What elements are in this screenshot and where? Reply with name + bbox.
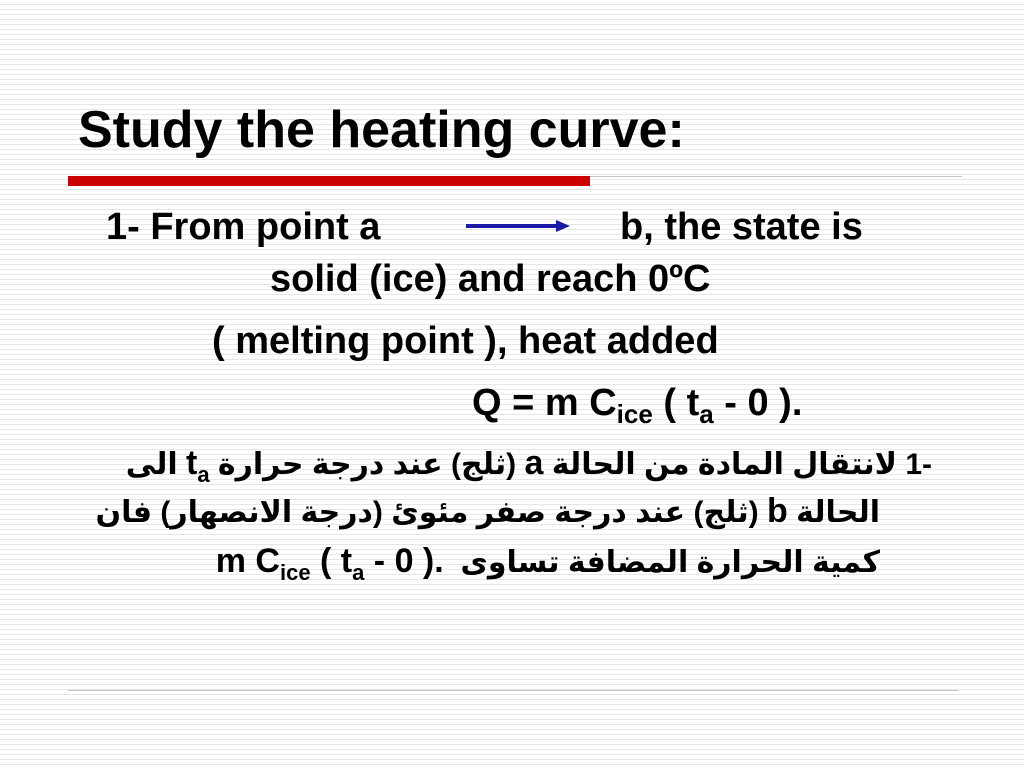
- equation-end: - 0 ).: [713, 382, 803, 424]
- point1-suffix: b, the state is: [620, 206, 863, 248]
- arabic-point-b: b: [766, 492, 788, 530]
- arabic-text-2a: الحالة: [796, 496, 880, 529]
- equation-sub-ice: ice: [616, 399, 653, 429]
- arabic-ta: [185, 444, 210, 487]
- title-underline-red: [68, 176, 590, 186]
- title-underline-thin: [590, 176, 962, 177]
- point1-line2: solid (ice) and reach 0ºC: [270, 258, 711, 300]
- arabic-line-1: [125, 444, 932, 487]
- slide-title: Study the heating curve:: [78, 101, 685, 159]
- arabic-text-2b: (ثلج) عند درجة صفر مئوئ (درجة الانصهار) فان: [95, 496, 759, 529]
- arabic-text-1b: (ثلج) عند درجة حرارة: [217, 448, 517, 481]
- arabic-eq-m: m C: [215, 542, 280, 580]
- arabic-eq-sub-a: a: [352, 560, 365, 585]
- equation-q: Q = m C: [472, 382, 617, 424]
- arrow-right-icon: [466, 218, 572, 234]
- equation-mid: ( t: [652, 382, 700, 424]
- footer-rule: [68, 690, 958, 691]
- arabic-text-1c: الى: [125, 448, 178, 481]
- arabic-point-a: a: [524, 444, 544, 482]
- arabic-line-3: [215, 542, 880, 585]
- arabic-text-1a: لانتقال المادة من الحالة: [551, 448, 897, 481]
- arabic-t: t: [185, 444, 198, 482]
- arabic-t-sub: a: [197, 462, 210, 487]
- equation-sub-a: a: [699, 399, 714, 429]
- point1-line3: ( melting point ), heat added: [212, 320, 719, 362]
- arabic-number: -1: [905, 448, 932, 481]
- heat-equation: [472, 382, 803, 429]
- arabic-text-3: كمية الحرارة المضافة تساوى: [460, 546, 880, 579]
- arabic-eq-mid: ( t: [310, 542, 353, 580]
- arabic-eq-end: - 0 ).: [364, 542, 444, 580]
- arabic-equation: [215, 542, 444, 585]
- arabic-eq-sub-ice: ice: [279, 560, 311, 585]
- point1-prefix: 1- From point a: [106, 206, 381, 248]
- arabic-line-2: [95, 494, 880, 528]
